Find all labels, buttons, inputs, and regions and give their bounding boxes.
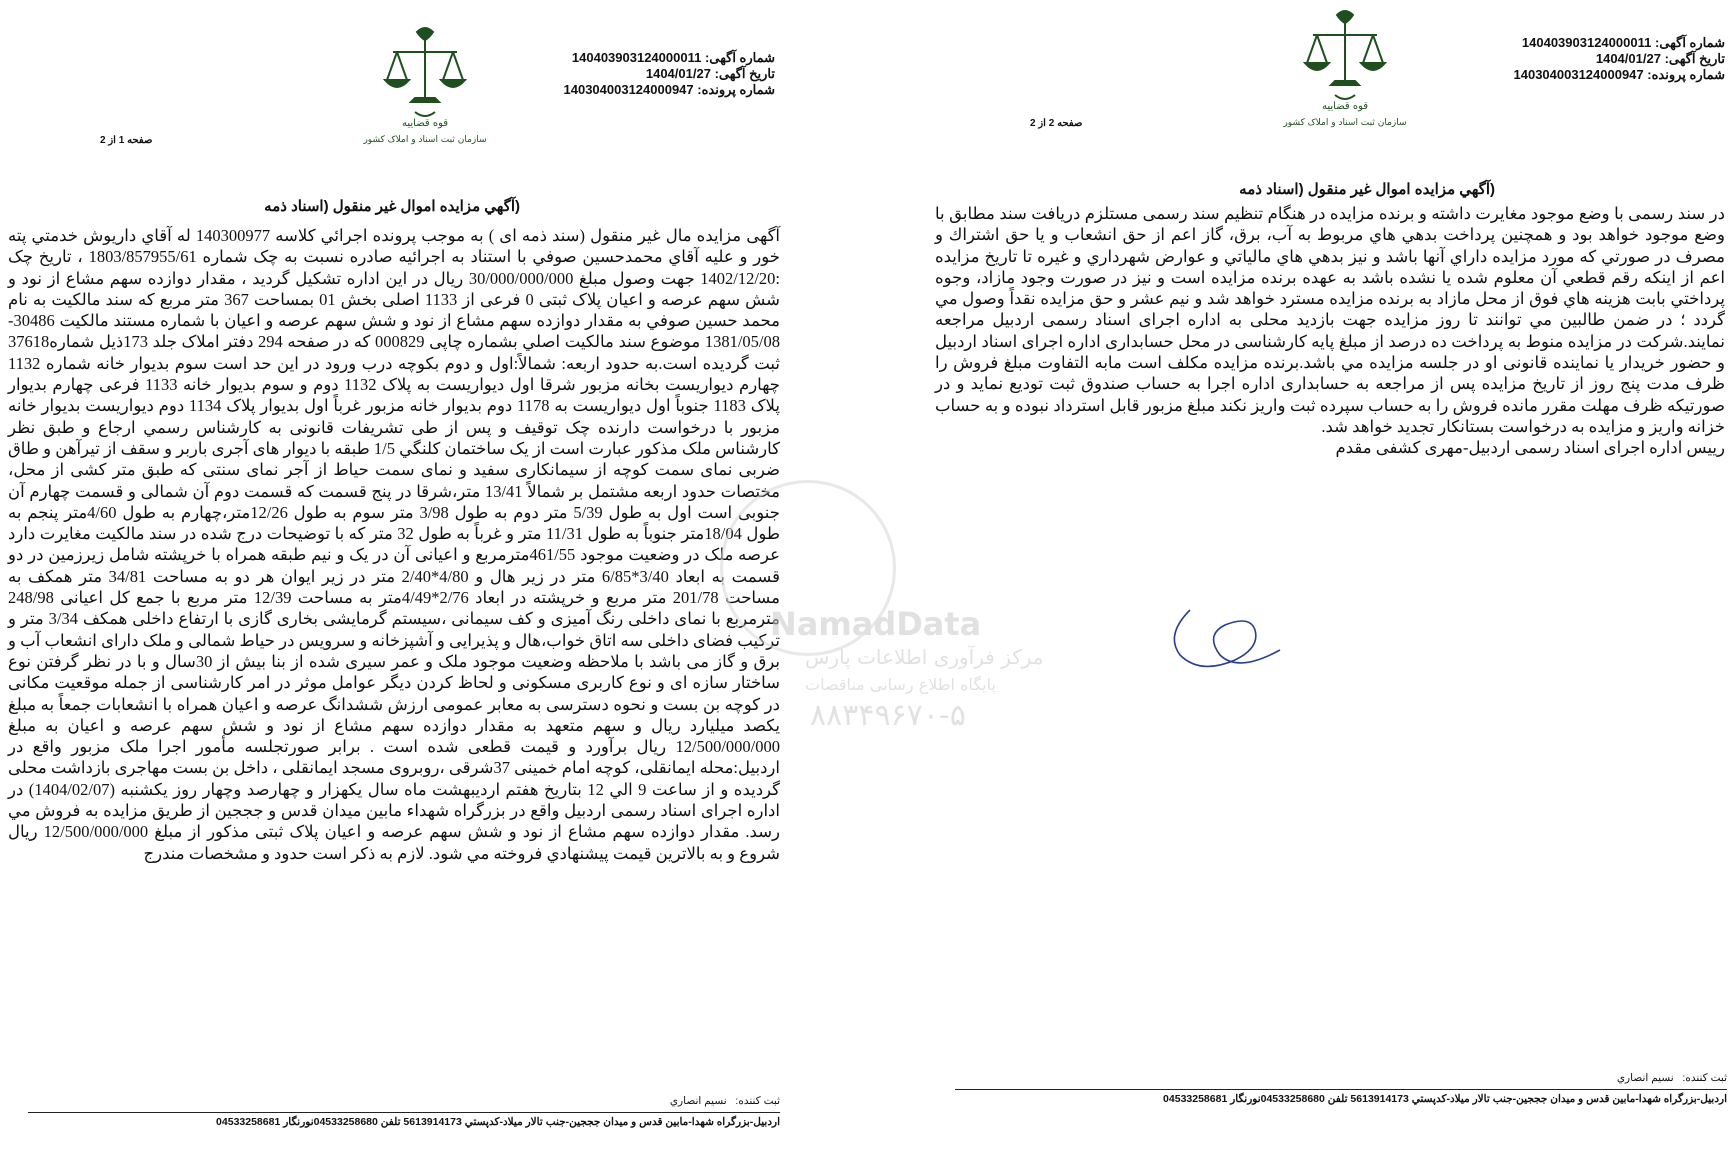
footer-divider [955, 1089, 1727, 1090]
ad-date: 1404/01/27 [1595, 51, 1661, 66]
ad-date: 1404/01/27 [645, 66, 711, 81]
ad-date-label: تاریخ آگهی: [714, 66, 775, 81]
case-number: 140304003124000947 [563, 82, 694, 97]
page-two [920, 0, 1735, 1171]
svg-text:قوه قضاییه: قوه قضاییه [1321, 101, 1369, 112]
ad-number-label: شماره آگهی: [704, 50, 775, 65]
registrar-label: ثبت كننده: [735, 1095, 780, 1107]
office-address: اردبيل-بزرگراه شهدا-مابين قدس و ميدان جججين-جنب تالار ميلاد-كدپستي 5613914173 تلفن 04533258680نورنگار 04533258681 [216, 1116, 780, 1128]
case-number-label: شماره پرونده: [697, 82, 775, 97]
registrar-name: نسيم انصاري [1616, 1072, 1674, 1084]
registrar-name: نسيم انصاري [669, 1095, 727, 1107]
watermark-line: مرکز فرآوری اطلاعات پارس [805, 645, 1044, 669]
notice-body-text: آگهی مزايده مال غير منقول (سند ذمه ای ) به موجب پرونده اجرائي كلاسه 140300977 له آقاي داريوش خدمتي پته خور و عليه آقاي محمدحسين صوفي با استناد به اجرائيه صادره نسبت به چک شماره 1803/857955/61 ، تاريخ چک :1402/12/20 جهت وصول مبلغ 30/000/000/000 ريال در اين اداره تشكيل گرديد ، مقدار دوازده سهم مشاع از نود و شش سهم عرصه و اعيان پلاک ثبتی 0 فرعی از 1133 اصلی بخش 01 بمساحت 367 متر مربع كه سند مالكيت به نام محمد حسين صوفي به مقدار دوازده سهم مشاع از نود و شش سهم عرصه و اعيان با شماره مستند مالكيت 30486-1381/05/08 موضوع سند مالكيت اصلي بشماره چاپی 000829 كه در صفحه 294 دفتر املاک جلد 173ذيل شماره37618 ثبت گرديده است.به حدود اربعه: شمالاً:اول و دوم بكوچه درب ورود در اين حد است سوم بديوار خانه شماره 1132 چهارم ديواريست بخانه مزبور شرقا اول ديواريست به پلاک 1132 دوم و سوم بديوار خانه 1133 فرعی چهارم بديوار پلاک 1183 جنوباً اول ديواريست به 1178 دوم بديوار خانه مزبور غرباً اول بديوار پلاک 1134 دوم ديواريست بديوار خانه مزبور با درخواست دارنده چک توقيف و پس از طی تشريفات قانونی به كارشناس رسمي ارجاع و طبق نظر كارشناس ملک مذكور عبارت است از يک ساختمان كلنگي 1/5 طبقه با ديوار های آجری باربر و سقف از تيرآهن و طاق ضربی نمای سمت كوچه از سيمانكاری سفيد و نمای سمت حياط از آجر نمای سنتی كه طبق متر كشی از محل، مختصات حدود اربعه مشتمل بر شمالاً 13/41 متر،شرقا در پنج قسمت كه قسمت دوم آن شمالی و قسمت چهارم آن جنوبی است اول به طول 5/39 متر دوم به طول 3/98 متر سوم به طول 12/26متر،چهارم به طول 4/60متر پنجم به طول 18/04متر جنوباً به طول 11/31 متر و غرباً به طول 32 متر كه با توضيحات درج شده در سند مالكيت مغايرت دارد عرصه ملک در وضعيت موجود 461/55مترمربع و اعيانی آن در يک و نيم طبقه همراه با خرپشته شامل زيرزمين در دو قسمت به ابعاد 3/40*6/85 متر در زير هال و 4/80*2/40 متر در زير ايوان هر دو به مساحت 34/81 متر همكف به مساحت 201/78 متر مربع و خرپشته در ابعاد 2/76*4/49متر به مساحت 12/39 متر مربع با جمع كل اعيانی 248/98 مترمربع با نمای داخلی رنگ آميزی و كف سيمانی ،سيستم گرمايشی بخاری گازی با ارتفاع داخلی همكف 3/34 متر و تركيب فضای داخلی سه اتاق خواب،هال و پذيرايی و آشپزخانه و سرويس در حياط شمالی و ملک دارای انشعاب آب و برق و گاز می باشد با ملاحظه وضعيت موجود ملک و عمر سيری شده از بنا بيش از 30سال و با در نظر گرفتن نوع ساختار سازه ای و نوع كاربری مسكونی و لحاظ كردن ديگر عوامل موثر در امر كارشناسی از جمله موقعيت مكانی در كوچه بن بست و نحوه دسترسی به معابر عمومی ارزش ششدانگ عرصه و اعيان همراه با انشعابات جمعاً به مبلغ يكصد ميليارد ريال و سهم متعهد به مقدار دوازده سهم مشاع از نود و شش سهم عرصه و اعيان به مبلغ 12/500/000/000 ريال برآورد و قيمت قطعی شده است . برابر صورتجلسه مأمور اجرا ملک مزبور واقع در اردبيل:محله ايمانقلی، كوچه امام خمينی 37شرقی ،روبروی مسجد ايمانقلی ، داخل بن بست مهاجری بازداشت محلی گرديده و از ساعت 9 الي 12 بتاريخ هفتم ارديبهشت ماه سال يكهزار و چهارصد وچهار روز يكشنبه (1404/02/07) در اداره اجرای اسناد رسمی اردبيل واقع در بزرگراه شهداء مابين ميدان قدس و جججين از طريق مزايده به فروش مي رسد. مقدار دوازده سهم مشاع از نود و شش سهم عرصه و اعيان پلاک ثبتی مذكور از مبلغ 12/500/000/000 ريال شروع و به بالاترين قيمت پيشنهادي فروخته مي شود. لازم به ذكر است حدود و مشخصات مندرج [8, 226, 781, 863]
registrar-label: ثبت كننده: [1682, 1072, 1727, 1084]
registrar [670, 1095, 780, 1107]
watermark-line: پایگاه اطلاع رسانی مناقصات [805, 675, 996, 694]
notice-body [8, 225, 780, 864]
case-number-label: شماره پرونده: [1647, 67, 1725, 82]
notice-body-text: در سند رسمی با وضع موجود مغايرت داشته و برنده مزايده در هنگام تنظيم سند رسمی مستلزم دريافت سند مطابق با وضع موجود خواهد بود و همچنين پرداخت بدهي هاي مربوط به آب، برق، گاز اعم از حق انشعاب و يا حق اشتراك و مصرف در صورتي كه مورد مزايده داراي آنها باشد و نيز بدهي هاي مالياتي و عوارض شهرداري و غيره تا تاريخ مزايده اعم از اينكه رقم قطعي آن معلوم شده يا نشده باشد به عهده برنده مزايده است و نيز در صورت وجود مازاد، وجوه پرداختي بابت هزينه هاي فوق از محل مازاد به برنده مزايده مسترد خواهد شد و نيم عشر و حق مزايده نقداً وصول مي گردد ؛ در ضمن طالبين مي توانند تا روز مزايده جهت بازديد محلی به اداره اجرای اسناد رسمی اردبيل مراجعه نمايند.شركت در مزايده منوط به پرداخت ده درصد از مبلغ پايه كارشناسی در محل حسابداری اداره اجرای اسناد اردبيل و حضور خريدار يا نماينده قانونی او در جلسه مزايده مي باشد.برنده مزايده مكلف است مابه التفاوت مبلغ فروش را ظرف مدت پنج روز از تاريخ مزايده پس از مراجعه به حسابداری اداره اجرا به حساب صندوق ثبت توديع نمايد و در صورتيكه ظرف مهلت مقرر مانده فروش را به حساب سپرده ثبت واريز نكند مبلغ مزبور قابل استرداد نبوده و به حساب خزانه واريز و مزايده به درخواست بستانكار تجديد خواهد شد. [935, 204, 1725, 436]
scales-of-justice-icon [355, 22, 495, 152]
ad-number: 140403903124000011 [571, 50, 702, 65]
ad-meta [1514, 35, 1726, 83]
svg-text:سازمان ثبت اسناد و املاک کشور: سازمان ثبت اسناد و املاک کشور [363, 135, 487, 145]
judiciary-emblem-logo [1275, 5, 1415, 135]
ad-date-label: تاریخ آگهی: [1664, 51, 1725, 66]
svg-text:قوه قضاییه: قوه قضاییه [401, 118, 449, 129]
ad-meta [564, 50, 776, 98]
notice-title: (آگهي مزايده اموال غير منقول (اسناد ذمه [264, 198, 520, 215]
notice-title: (آگهي مزايده اموال غير منقول (اسناد ذمه [1239, 181, 1495, 198]
svg-text:سازمان ثبت اسناد و املاک کشور: سازمان ثبت اسناد و املاک کشور [1283, 118, 1407, 128]
registrar [1617, 1072, 1727, 1084]
watermark-phone: ۸۸۳۴۹۶۷۰-۵ [810, 698, 966, 733]
page-footer [955, 1072, 1727, 1112]
footer-divider [28, 1112, 780, 1113]
scales-of-justice-icon [1275, 5, 1415, 135]
notice-body [935, 203, 1725, 459]
case-number: 140304003124000947 [1513, 67, 1644, 82]
page-footer [28, 1095, 780, 1135]
watermark-brand: NamadData [770, 605, 982, 643]
page-number: صفحه 2 از 2 [1030, 118, 1083, 129]
office-address: اردبيل-بزرگراه شهدا-مابين قدس و ميدان جججين-جنب تالار ميلاد-كدپستي 5613914173 تلفن 04533258680نورنگار 04533258681 [1163, 1093, 1727, 1105]
page-number: صفحه 1 از 2 [100, 135, 153, 146]
ad-number-label: شماره آگهی: [1654, 35, 1725, 50]
judiciary-emblem-logo [355, 22, 495, 152]
handwritten-signature [1160, 590, 1320, 680]
ad-number: 140403903124000011 [1521, 35, 1652, 50]
notice-signoff: رييس اداره اجرای اسناد رسمی اردبيل-مهری كشفی مقدم [1335, 438, 1725, 458]
